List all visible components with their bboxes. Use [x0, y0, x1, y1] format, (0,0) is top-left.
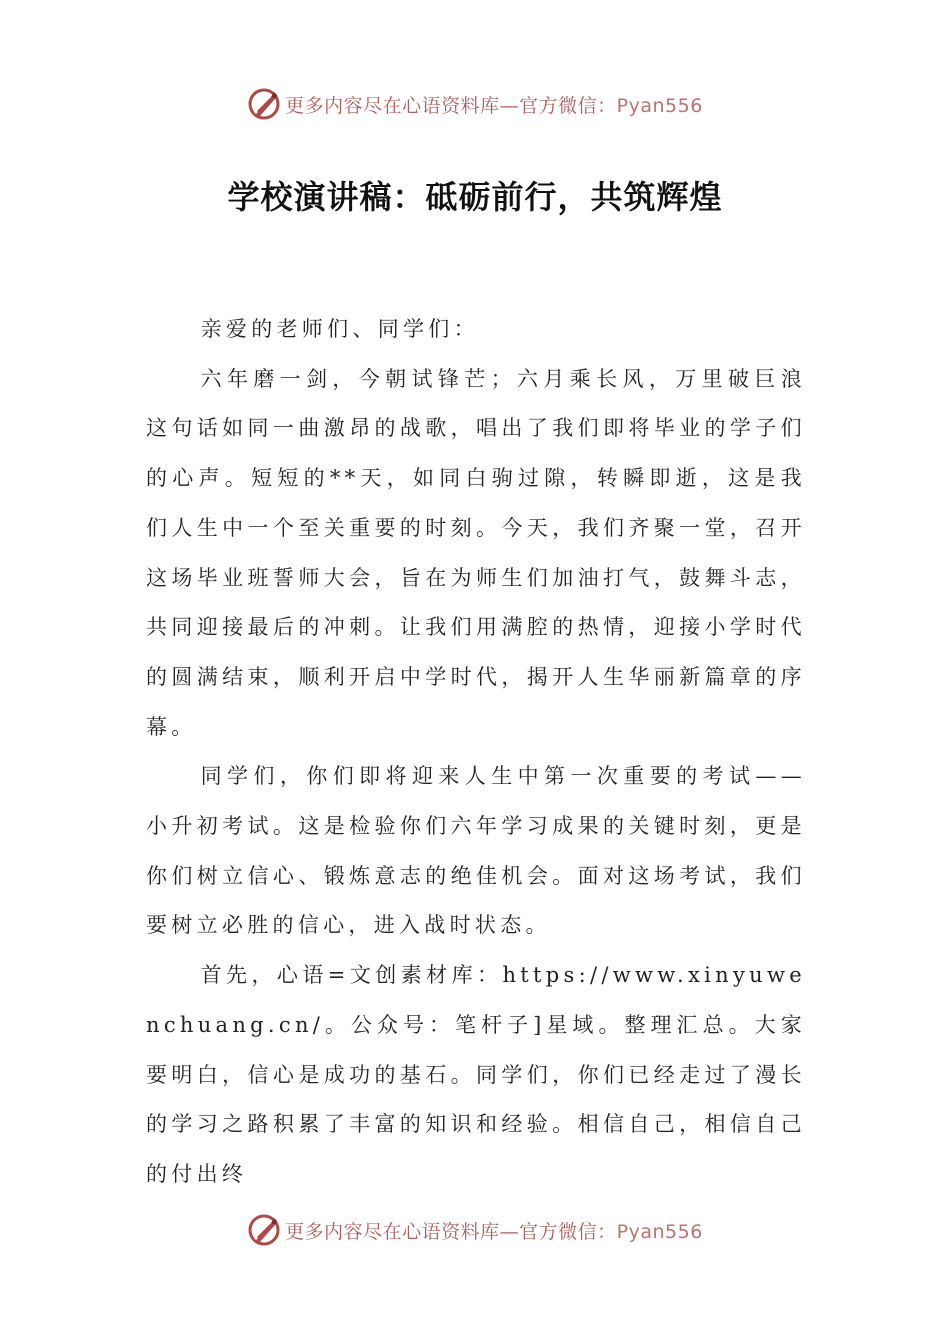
banner-text: 更多内容尽在心语资料库—官方微信：Pyan556: [285, 1220, 703, 1243]
paragraph-1: 六年磨一剑，今朝试锋芒；六月乘长风，万里破巨浪这句话如同一曲激昂的战歌，唱出了我们即将毕业的学子们的心声。短短的**天，如同白驹过隙，转瞬即逝，这是我们人生中一个至关重要的时刻。今天，我们齐聚一堂，召开这场毕业班誓师大会，旨在为师生们加油打气，鼓舞斗志，共同迎接最后的冲刺。让我们用满腔的热情，迎接小学时代的圆满结束，顺利开启中学时代，揭开人生华丽新篇章的序幕。: [146, 366, 806, 739]
banner-text: 更多内容尽在心语资料库—官方微信：Pyan556: [285, 94, 703, 117]
pen-logo-icon: [247, 1213, 281, 1247]
paragraph-2: 同学们，你们即将迎来人生中第一次重要的考试——小升初考试。这是检验你们六年学习成果的关键时刻，更是你们树立信心、锻炼意志的绝佳机会。面对这场考试，我们要树立必胜的信心，进入战时状态。: [146, 764, 806, 938]
wechat-id: Pyan556: [616, 1220, 703, 1243]
footer-banner: [0, 1210, 950, 1250]
document-body: [146, 305, 806, 1200]
wechat-id: Pyan556: [616, 94, 703, 117]
page-title: 学校演讲稿：砥砺前行，共筑辉煌: [227, 178, 723, 216]
header-banner: [0, 84, 950, 124]
pen-logo-icon: [247, 87, 281, 121]
paragraph-greeting: 亲爱的老师们、同学们：: [200, 317, 479, 341]
paragraph-3: 首先，心语=文创素材库：https://www.xinyuwenchuang.cn/。公众号：笔杆子]星域。整理汇总。大家要明白，信心是成功的基石。同学们，你们已经走过了漫长的学习之路积累了丰富的知识和经验。相信自己，相信自己的付出终: [146, 963, 806, 1186]
